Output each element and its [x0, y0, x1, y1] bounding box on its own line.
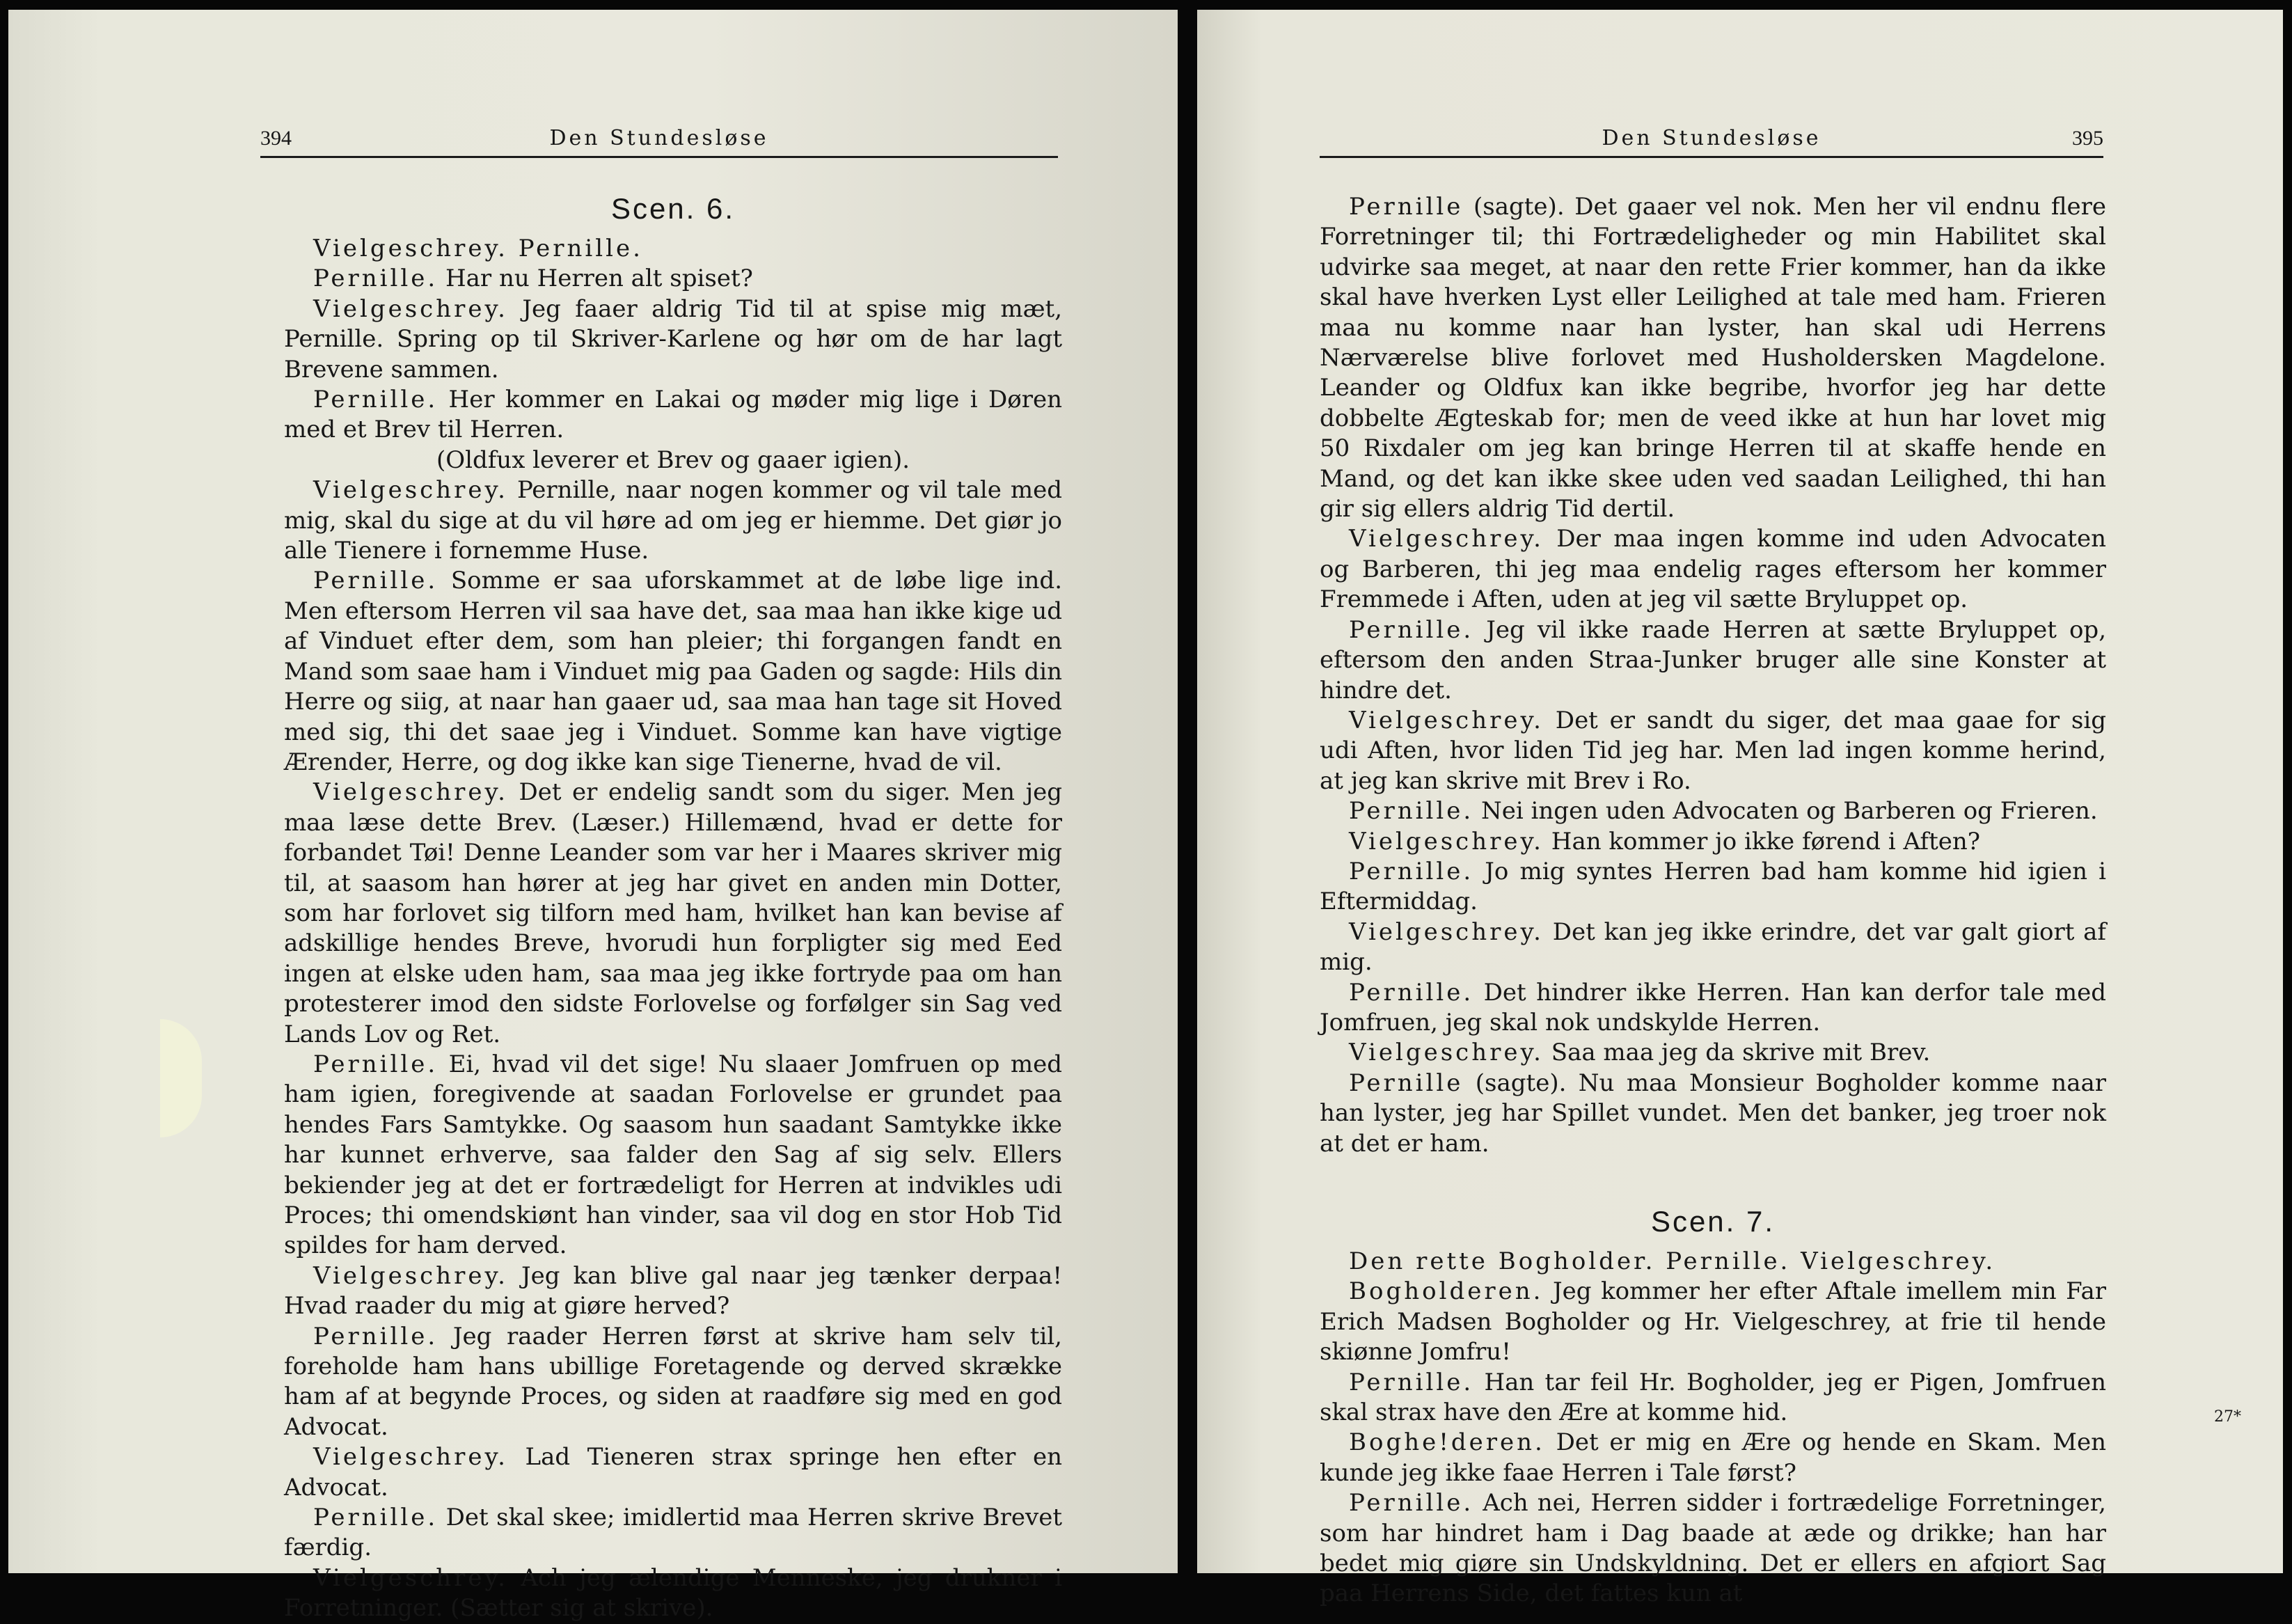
dialogue-text: Lad Tieneren strax springe hen efter en Advocat.	[284, 1443, 1062, 1501]
speaker-name: Pernille.	[313, 1322, 438, 1350]
speaker-name: Pernille.	[313, 1504, 438, 1532]
dialogue-line	[1320, 857, 2106, 917]
speaker-name: Vielgeschrey.	[313, 1443, 508, 1472]
speaker-name: Pernille	[1349, 193, 1464, 221]
dialogue-line	[284, 264, 1062, 294]
right-page	[1197, 10, 2283, 1608]
dialogue-line	[1320, 978, 2106, 1039]
dialogue-text: Jeg vil ikke raade Herren at sætte Bryluppet op, eftersom den anden Straa-Junker bruger alle sine Konster at hindre det.	[1320, 615, 2106, 704]
speaker-name: Bogholderen.	[1349, 1277, 1544, 1306]
dialogue-line	[1320, 1428, 2106, 1488]
dialogue-line	[284, 1503, 1062, 1563]
speaker-name: Pernille.	[1349, 978, 1474, 1007]
dialogue-text: Har nu Herren alt spiset?	[438, 265, 753, 293]
dialogue-block	[1320, 1277, 2106, 1609]
speaker-name: Pernille.	[313, 265, 438, 293]
speaker-name: Pernille.	[1349, 615, 1474, 644]
dialogue-text: (sagte). Nu maa Monsieur Bogholder komme naar han lyster, jeg har Spillet vundet. Men det banker, jeg troer nok at det er ham.	[1320, 1069, 2106, 1158]
dialogue-line	[284, 566, 1062, 778]
dialogue-text: Han tar feil Hr. Bogholder, jeg er Pigen, Jomfruen skal strax have den Ære at komme hid.	[1320, 1368, 2106, 1427]
speaker-name: Boghe!deren.	[1349, 1428, 1545, 1457]
dialogue-text: Saa maa jeg da skrive mit Brev.	[1543, 1039, 1931, 1067]
dialogue-text: Jeg kommer her efter Aftale imellem min Far Erich Madsen Bogholder og Hr. Vielgeschrey, at frie til hende skiønne Jomfru!	[1320, 1277, 2106, 1366]
speaker-name: Pernille.	[313, 386, 438, 414]
dialogue-line	[284, 385, 1062, 446]
dialogue-line	[1320, 827, 2106, 857]
dialogue-line	[284, 778, 1062, 1050]
dialogue-text: Nei ingen uden Advocaten og Barberen og Frieren.	[1473, 797, 2098, 826]
running-header	[1320, 121, 2103, 158]
dialogue-line	[284, 1322, 1062, 1443]
speaker-name: Vielgeschrey.	[313, 294, 508, 323]
page-edge-stain	[160, 1019, 202, 1137]
dialogue-line	[284, 1050, 1062, 1261]
dialogue-line	[1320, 1069, 2106, 1159]
dialogue-line	[1320, 192, 2106, 524]
page-body	[284, 192, 1062, 1624]
speaker-name: Vielgeschrey.	[1349, 1039, 1544, 1067]
speaker-name: Vielgeschrey.	[1349, 706, 1544, 734]
dialogue-text: Det kan jeg ikke erindre, det var galt giort af mig.	[1320, 917, 2106, 977]
scene-persons: Den rette Bogholder. Pernille. Vielgeschrey.	[1349, 1247, 1996, 1275]
dialogue-text: Det skal skee; imidlertid maa Herren skrive Brevet færdig.	[284, 1504, 1062, 1562]
left-page	[8, 10, 1178, 1623]
dialogue-text: Det er mig en Ære og hende en Skam. Men kunde jeg ikke faae Herren i Tale først?	[1320, 1428, 2106, 1487]
speaker-name: Vielgeschrey.	[1349, 525, 1544, 553]
speaker-name: Pernille.	[1349, 1489, 1474, 1517]
dialogue-text: Det er sandt du siger, det maa gaae for sig udi Aften, hvor liden Tid jeg har. Men lad ingen komme herind, at jeg kan skrive mit Brev i Ro.	[1320, 706, 2106, 795]
speaker-name: Vielgeschrey.	[1349, 917, 1544, 946]
dialogue-text: Pernille, naar nogen kommer og vil tale med mig, skal du sige at du vil høre ad om jeg er hiemme. Det giør jo alle Tienere i fornemme Huse.	[284, 476, 1062, 565]
speaker-name: Vielgeschrey.	[313, 476, 508, 505]
signature-mark: 27*	[2214, 1408, 2241, 1426]
dialogue-line	[284, 1442, 1062, 1503]
scene-spacer	[1320, 1159, 2106, 1205]
dialogue-text: Ach nei, Herren sidder i fortrædelige Forretninger, som har hindret ham i Dag baade at æde og drikke; han har bedet mig giøre sin Undskyldning. Det er ellers en afgiort Sag paa Herrens Side, det fattes kun at	[1320, 1489, 2106, 1608]
speaker-name: Vielgeschrey.	[313, 1261, 508, 1290]
dialogue-line	[284, 1261, 1062, 1322]
dialogue-text: Der maa ingen komme ind uden Advocaten og Barberen, thi jeg maa endelig rages eftersom her kommer Fremmede i Aften, uden at jeg vil sætte Bryluppet op.	[1320, 525, 2106, 614]
dialogue-text: Jeg faaer aldrig Tid til at spise mig mæt, Pernille. Spring op til Skriver-Karlene og hør om de har lagt Brevene sammen.	[284, 294, 1062, 384]
dialogue-block	[284, 264, 1062, 1623]
speaker-name: Pernille.	[1349, 797, 1474, 826]
page-number: 395	[2072, 127, 2103, 150]
dialogue-text: Det er endelig sandt som du siger. Men jeg maa læse dette Brev. (Læser.) Hillemænd, hvad er dette for forbandet Tøi! Denne Leander som var her i Maares skriver mig til, at saasom han hører at jeg har givet en anden min Dotter, som har forlovet sig tilforn med ham, hvilket han kan bevise af adskillige hendes Breve, hvorudi hun forpligter sig med Eed ingen at elske uden ham, saa maa jeg ikke fortryde paa om han protesterer imod den sidste Forlovelse og forfølger sin Sag ved Lands Lov og Ret.	[284, 778, 1062, 1048]
dialogue-text: Det hindrer ikke Herren. Han kan derfor tale med Jomfruen, jeg skal nok undskylde Herren.	[1320, 978, 2106, 1036]
dialogue-line	[1320, 1368, 2106, 1428]
dialogue-line	[1320, 1277, 2106, 1367]
speaker-name: Vielgeschrey.	[313, 778, 508, 807]
scene-persons: Vielgeschrey. Pernille.	[313, 235, 643, 262]
speaker-name: Pernille.	[1349, 857, 1474, 885]
dialogue-text: Her kommer en Lakai og møder mig lige i Døren med et Brev til Herren.	[284, 386, 1062, 444]
dialogue-text: (sagte). Det gaaer vel nok. Men her vil endnu flere Forretninger til; thi Fortrædeligheder og min Habilitet skal udvirke saa meget, at naar den rette Frier kommer, han da ikke skal have hverken Lyst eller Leilighed at tale med ham. Frieren maa nu komme naar han lyster, han skal udi Herrens Nærværelse blive forlovet med Husholdersken Magdelone. Leander og Oldfux kan ikke begribe, hvorfor jeg har dette dobbelte Ægteskab for; men de veed ikke at hun har lovet mig 50 Rixdaler om jeg kan bringe Herren til at skaffe hende en Mand, og det kan ikke skee uden ved saadan Leilighed, thi han gir sig ellers aldrig Tid dertil.	[1320, 193, 2106, 523]
speaker-name: Pernille	[1349, 1069, 1464, 1097]
running-title: Den Stundesløse	[1602, 126, 1821, 150]
dialogue-line	[284, 294, 1062, 385]
dialogue-text: Ach jeg ælendige Menneske, jeg drukner i Forretninger. (Sætter sig at skrive).	[284, 1563, 1062, 1623]
speaker-name: Pernille.	[313, 1050, 438, 1078]
page-body	[1320, 192, 2106, 1609]
dialogue-text: Somme er saa uforskammet at de løbe lige ind. Men eftersom Herren vil saa have det, saa maa han ikke kige ud af Vinduet efter dem, som han pleier; thi forgangen fandt en Mand som saae ham i Vinduet mig paa Gaden og sagde: Hils din Herre og siig, at naar han gaaer ud, saa maa han tage sit Hoved med sig, thi det saae jeg i Vinduet. Somme kan have vigtige Ærender, Herre, og dog ikke kan sige Tienerne, hvad de vil.	[284, 567, 1062, 776]
speaker-name: Pernille.	[1349, 1368, 1474, 1396]
dialogue-text: Ei, hvad vil det sige! Nu slaaer Jomfruen op med ham igien, foregivende at saadan Forlovelse er grundet paa hendes Fars Samtykke. Og saasom hun saadant Samtykke ikke har kunnet erhverve, saa falder den Sag af sig selv. Ellers bekiender jeg at det er fortrædeligt for Herren at indvikles udi Proces; thi omendskiønt han vinder, saa vil dog en stor Hob Tid spildes for ham derved.	[284, 1050, 1062, 1260]
scene-heading: Scen. 7.	[1650, 1205, 1776, 1238]
dialogue-line	[1320, 524, 2106, 615]
speaker-name: Vielgeschrey.	[313, 1563, 508, 1592]
page-number: 394	[260, 127, 292, 150]
dialogue-text: Jeg kan blive gal naar jeg tænker derpaa! Hvad raader du mig at giøre herved?	[284, 1261, 1062, 1321]
dialogue-text: Jeg raader Herren først at skrive ham selv til, foreholde ham hans ubillige Foretagende og derved skrække ham af at begynde Proces, og siden at raadføre sig med en god Advocat.	[284, 1322, 1062, 1441]
dialogue-line	[1320, 1038, 2106, 1068]
dialogue-line	[1320, 706, 2106, 796]
dialogue-line	[284, 1563, 1062, 1624]
dialogue-line	[1320, 1488, 2106, 1609]
stage-direction: (Oldfux leverer et Brev og gaaer igien).	[436, 446, 910, 474]
scene-heading: Scen. 6.	[610, 192, 736, 225]
dialogue-line	[1320, 615, 2106, 706]
dialogue-line	[1320, 796, 2106, 826]
speaker-name: Vielgeschrey.	[1349, 827, 1544, 856]
running-title: Den Stundesløse	[549, 126, 769, 150]
dialogue-text: Han kommer jo ikke førend i Aften?	[1543, 827, 1981, 856]
dialogue-line	[1320, 917, 2106, 978]
dialogue-line	[284, 475, 1062, 566]
running-header	[260, 121, 1058, 158]
speaker-name: Pernille.	[313, 567, 438, 595]
dialogue-block	[1320, 192, 2106, 1159]
dialogue-text: Jo mig syntes Herren bad ham komme hid igien i Eftermiddag.	[1320, 857, 2106, 916]
